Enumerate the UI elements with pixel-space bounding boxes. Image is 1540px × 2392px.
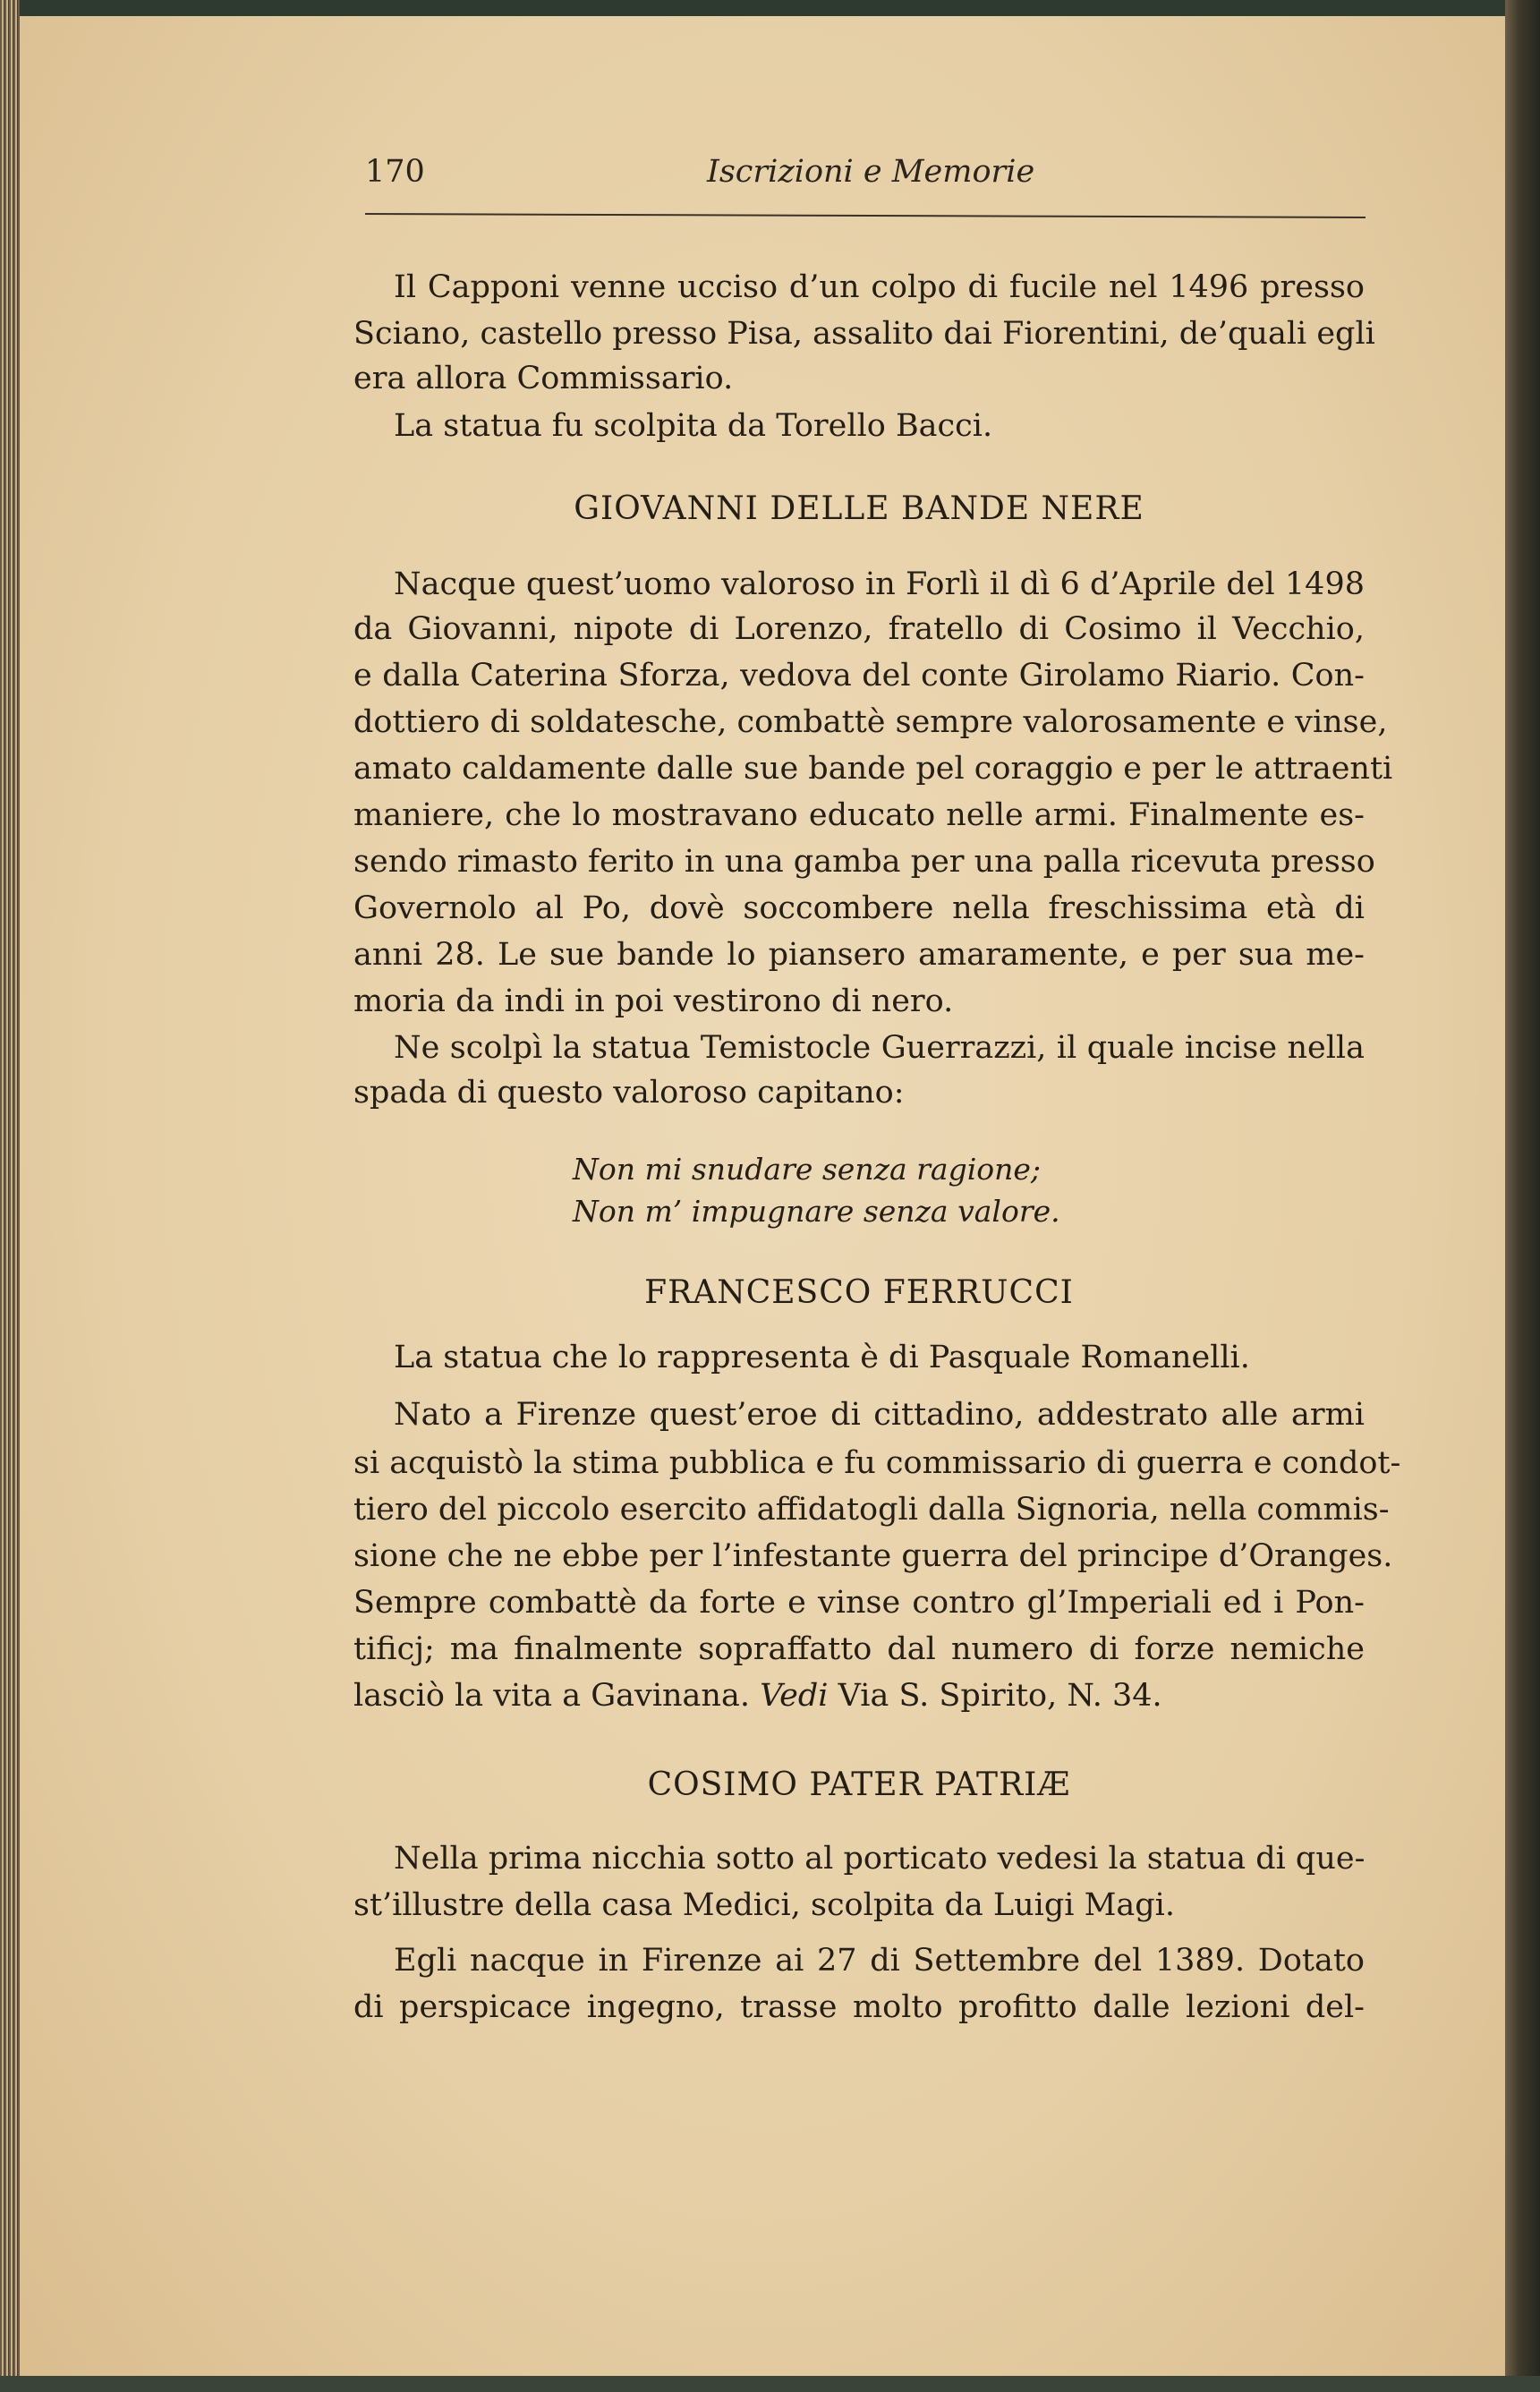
text-line: da Giovanni, nipote di Lorenzo, fratello di Cosimo il Vecchio, xyxy=(353,611,1365,647)
italic-text: Vedi xyxy=(760,1678,829,1714)
text-line: dottiero di soldatesche, combattè sempre valorosamente e vinse, xyxy=(353,704,1388,740)
text-line: sendo rimasto ferito in una gamba per una palla ricevuta presso xyxy=(353,844,1375,880)
text-line: amato caldamente dalle sue bande pel coraggio e per le attraenti xyxy=(353,751,1393,787)
text-line: Ne scolpì la statua Temistocle Guerrazzi, il quale incise nella xyxy=(394,1030,1365,1066)
text-span: lasciò la vita a Gavinana. xyxy=(353,1678,750,1714)
text-line: moria da indi in poi vestirono di nero. xyxy=(353,983,954,1019)
text-line: La statua fu scolpita da Torello Bacci. xyxy=(394,408,993,444)
text-line: Nacque quest’uomo valoroso in Forlì il dì 6 d’Aprile del 1498 xyxy=(394,566,1365,602)
text-line: sione che ne ebbe per l’infestante guerra del principe d’Oranges. xyxy=(353,1538,1393,1574)
text-line: era allora Commissario. xyxy=(353,361,734,396)
text-line: si acquistò la stima pubblica e fu commissario di guerra e condot- xyxy=(353,1445,1401,1481)
text-line: di perspicace ingegno, trasse molto profitto dalle lezioni del- xyxy=(353,1989,1365,2025)
text-line: tiero del piccolo esercito affidatogli dalla Signoria, nella commis- xyxy=(353,1492,1390,1528)
verse-line: Non mi snudare senza ragione; xyxy=(573,1152,1042,1187)
verse-line: Non m’ impugnare senza valore. xyxy=(573,1194,1060,1229)
text-line: Sciano, castello presso Pisa, assalito dai Fiorentini, de’quali egli xyxy=(353,316,1375,352)
book-binding-edge xyxy=(0,0,20,2392)
text-line: La statua che lo rappresenta è di Pasquale Romanelli. xyxy=(394,1340,1250,1375)
text-line: Il Capponi venne ucciso d’un colpo di fucile nel 1496 presso xyxy=(394,269,1365,305)
page-number: 170 xyxy=(365,154,425,190)
scan-bottom-edge xyxy=(0,2376,1540,2392)
text-line: spada di questo valoroso capitano: xyxy=(353,1075,905,1111)
text-line: Nella prima nicchia sotto al porticato vedesi la statua di que- xyxy=(394,1841,1366,1877)
page-stack-edge xyxy=(1505,0,1540,2392)
running-title: Iscrizioni e Memorie xyxy=(707,154,1035,190)
text-line: Egli nacque in Firenze ai 27 di Settembre del 1389. Dotato xyxy=(394,1943,1365,1979)
text-line: anni 28. Le sue bande lo piansero amaramente, e per sua me- xyxy=(353,937,1365,973)
text-line: st’illustre della casa Medici, scolpita da Luigi Magi. xyxy=(353,1887,1175,1923)
section-heading: FRANCESCO FERRUCCI xyxy=(644,1274,1074,1311)
text-line: maniere, che lo mostravano educato nelle armi. Finalmente es- xyxy=(353,797,1365,833)
text-line: Governolo al Po, dovè soccombere nella freschissima età di xyxy=(353,890,1365,926)
text-line xyxy=(353,1677,1162,1715)
text-line: Nato a Firenze quest’eroe di cittadino, addestrato alle armi xyxy=(394,1397,1365,1433)
section-heading: COSIMO PATER PATRIÆ xyxy=(647,1766,1071,1803)
text-line: Sempre combattè da forte e vinse contro gl’Imperiali ed i Pon- xyxy=(353,1585,1365,1621)
section-heading: GIOVANNI DELLE BANDE NERE xyxy=(574,490,1144,527)
text-line: e dalla Caterina Sforza, vedova del conte Girolamo Riario. Con- xyxy=(353,658,1365,694)
scan-top-edge xyxy=(0,0,1540,16)
text-line: tificj; ma finalmente sopraffatto dal numero di forze nemiche xyxy=(353,1631,1365,1667)
text-span: Via S. Spirito, N. 34. xyxy=(838,1678,1162,1714)
